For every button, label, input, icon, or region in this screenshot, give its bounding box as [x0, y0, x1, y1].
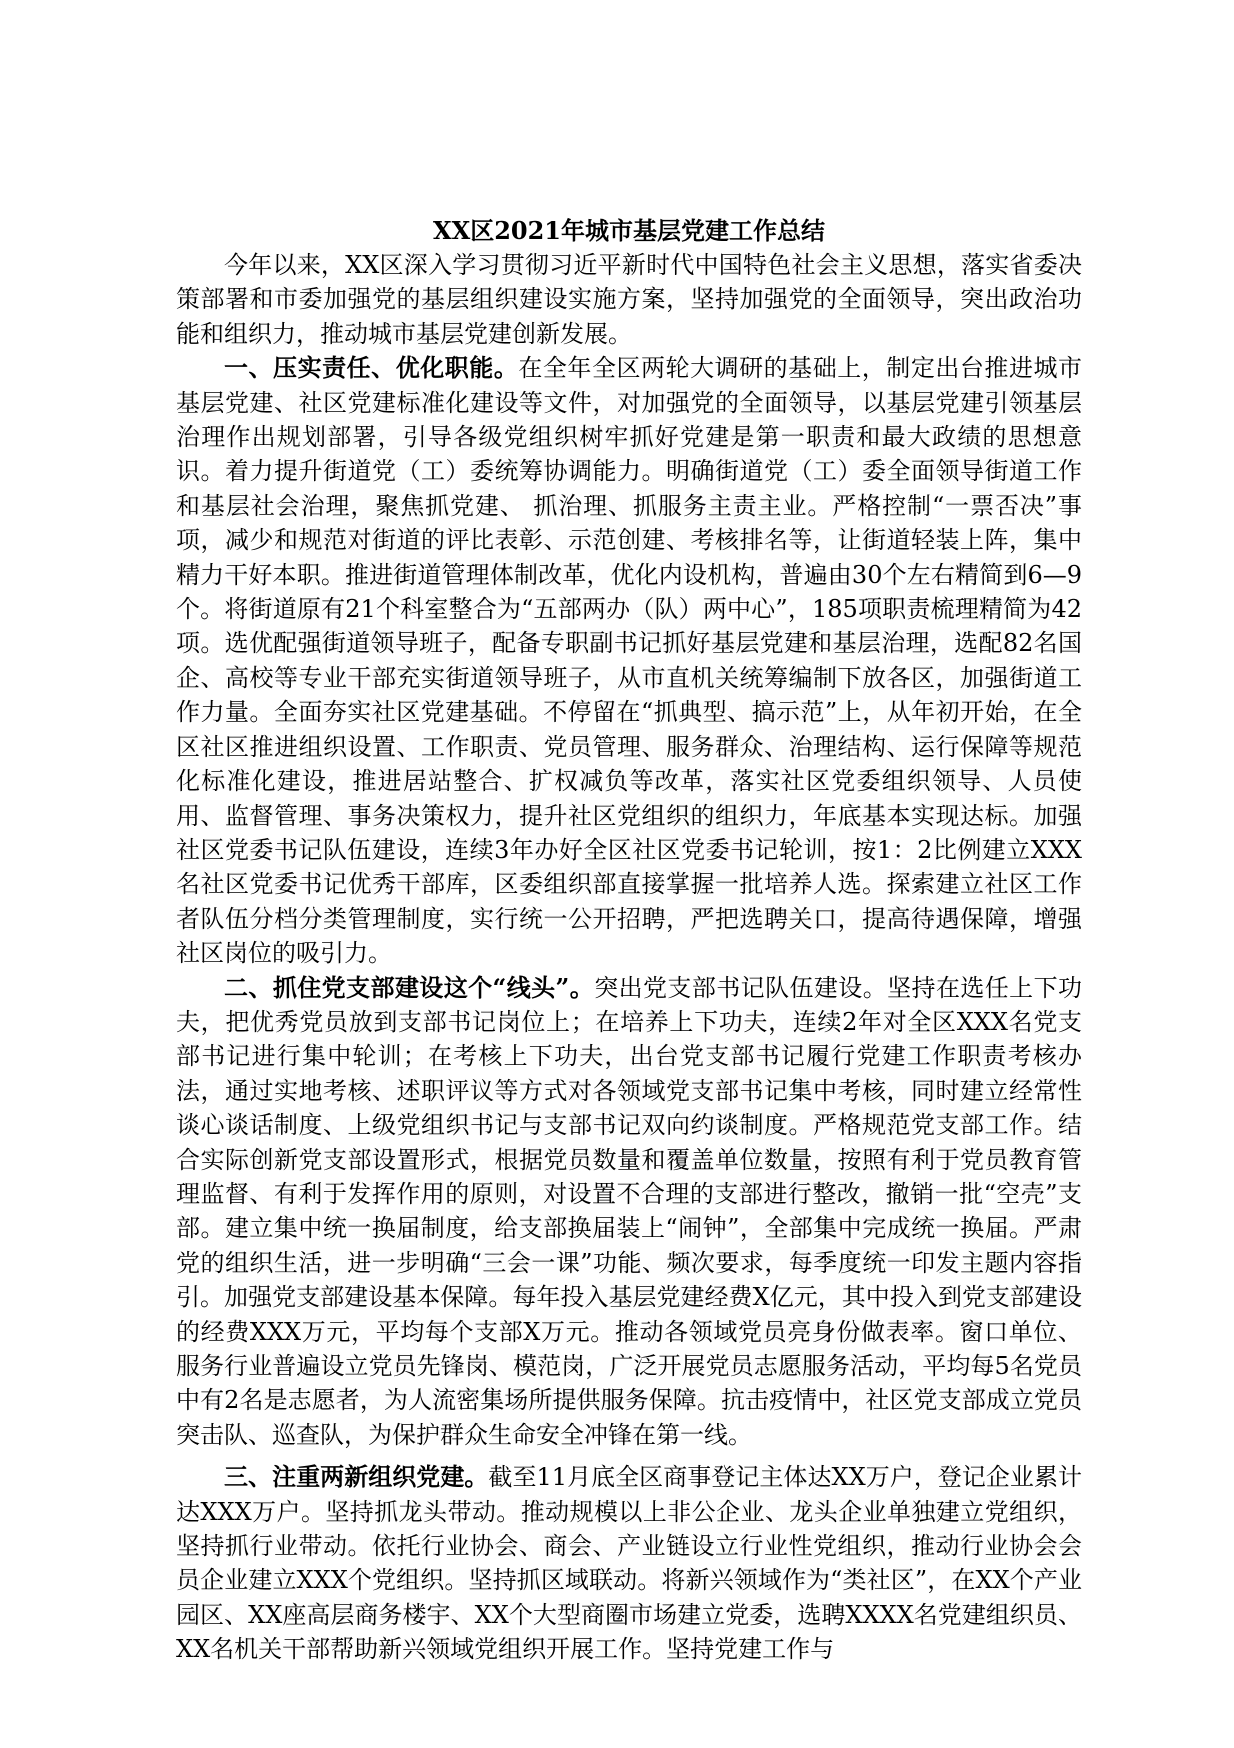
section-1-heading: 一、压实责任、优化职能。	[224, 353, 519, 383]
section-2-paragraph	[176, 971, 1082, 1453]
document-title: XX区2021年城市基层党建工作总结	[432, 216, 826, 245]
section-3-heading: 三、注重两新组织党建。	[224, 1462, 489, 1492]
section-1-body: 在全年全区两轮大调研的基础上，制定出台推进城市基层党建、社区党建标准化建设等文件，对加强党的全面领导，以基层党建引领基层治理作出规划部署，引导各级党组织树牢抓好党建是第一职责和最大政绩的思想意识。着力提升街道党（工）委统筹协调能力。明确街道党（工）委全面领导街道工作和基层社会治理，聚焦抓党建、 抓治理、抓服务主责主业。严格控制“一票否决”事项，减少和规范对街道的评比表彰、示范创建、考核排名等，让街道轻装上阵，集中精力干好本职。推进街道管理体制改革，优化内设机构，普遍由30个左右精简到6—9个。将街道原有21个科室整合为“五部两办（队）两中心”，185项职责梳理精简为42项。选优配强街道领导班子，配备专职副书记抓好基层党建和基层治理，选配82名国企、高校等专业干部充实街道领导班子，从市直机关统筹编制下放各区，加强街道工作力量。全面夯实社区党建基础。不停留在“抓典型、搞示范”上，从年初开始，在全区社区推进组织设置、工作职责、党员管理、服务群众、治理结构、运行保障等规范化标准化建设，推进居站整合、扩权减负等改革，落实社区党委组织领导、人员使用、监督管理、事务决策权力，提升社区党组织的组织力，年底基本实现达标。加强社区党委书记队伍建设，连续3年办好全区社区党委书记轮训，按1：2比例建立XXX名社区党委书记优秀干部库，区委组织部直接掌握一批培养人选。探索建立社区工作者队伍分档分类管理制度，实行统一公开招聘，严把选聘关口，提高待遇保障，增强社区岗位的吸引力。	[176, 354, 1083, 968]
section-3-paragraph	[176, 1460, 1082, 1666]
section-2-heading: 二、抓住党支部建设这个“线头”。	[224, 972, 595, 1002]
section-2-body: 突出党支部书记队伍建设。坚持在选任上下功夫，把优秀党员放到支部书记岗位上；在培养上下功夫，连续2年对全区XXX名党支部书记进行集中轮训；在考核上下功夫，出台党支部书记履行党建工作职责考核办法，通过实地考核、述职评议等方式对各领域党支部书记集中考核，同时建立经常性谈心谈话制度、上级党组织书记与支部书记双向约谈制度。严格规范党支部工作。结合实际创新党支部设置形式，根据党员数量和覆盖单位数量，按照有利于党员教育管理监督、有利于发挥作用的原则，对设置不合理的支部进行整改，撤销一批“空壳”支部。建立集中统一换届制度，给支部换届装上“闹钟”，全部集中完成统一换届。严肃党的组织生活，进一步明确“三会一课”功能、频次要求，每季度统一印发主题内容指引。加强党支部建设基本保障。每年投入基层党建经费X亿元，其中投入到党支部建设的经费XXX万元，平均每个支部X万元。推动各领域党员亮身份做表率。窗口单位、服务行业普遍设立党员先锋岗、模范岗，广泛开展党员志愿服务活动，平均每5名党员中有2名是志愿者，为人流密集场所提供服务保障。抗击疫情中，社区党支部成立党员突击队、巡查队，为保护群众生命安全冲锋在第一线。	[176, 973, 1082, 1449]
intro-paragraph: 今年以来，XX区深入学习贯彻习近平新时代中国特色社会主义思想，落实省委决策部署和市委加强党的基层组织建设实施方案，坚持加强党的全面领导，突出政治功能和组织力，推动城市基层党建创新发展。	[176, 251, 1082, 348]
document-body	[176, 214, 1082, 1667]
section-3-body: 截至11月底全区商事登记主体达XX万户，登记企业累计达XXX万户。坚持抓龙头带动。推动规模以上非公企业、龙头企业单独建立党组织，坚持抓行业带动。依托行业协会、商会、产业链设立行业性党组织，推动行业协会会员企业建立XXX个党组织。坚持抓区域联动。将新兴领域作为“类社区”，在XX个产业园区、XX座高层商务楼宇、XX个大型商圈市场建立党委，选聘XXXX名党建组织员、XX名机关干部帮助新兴领域党组织开展工作。坚持党建工作与	[176, 1463, 1082, 1664]
section-1-paragraph	[176, 351, 1082, 970]
